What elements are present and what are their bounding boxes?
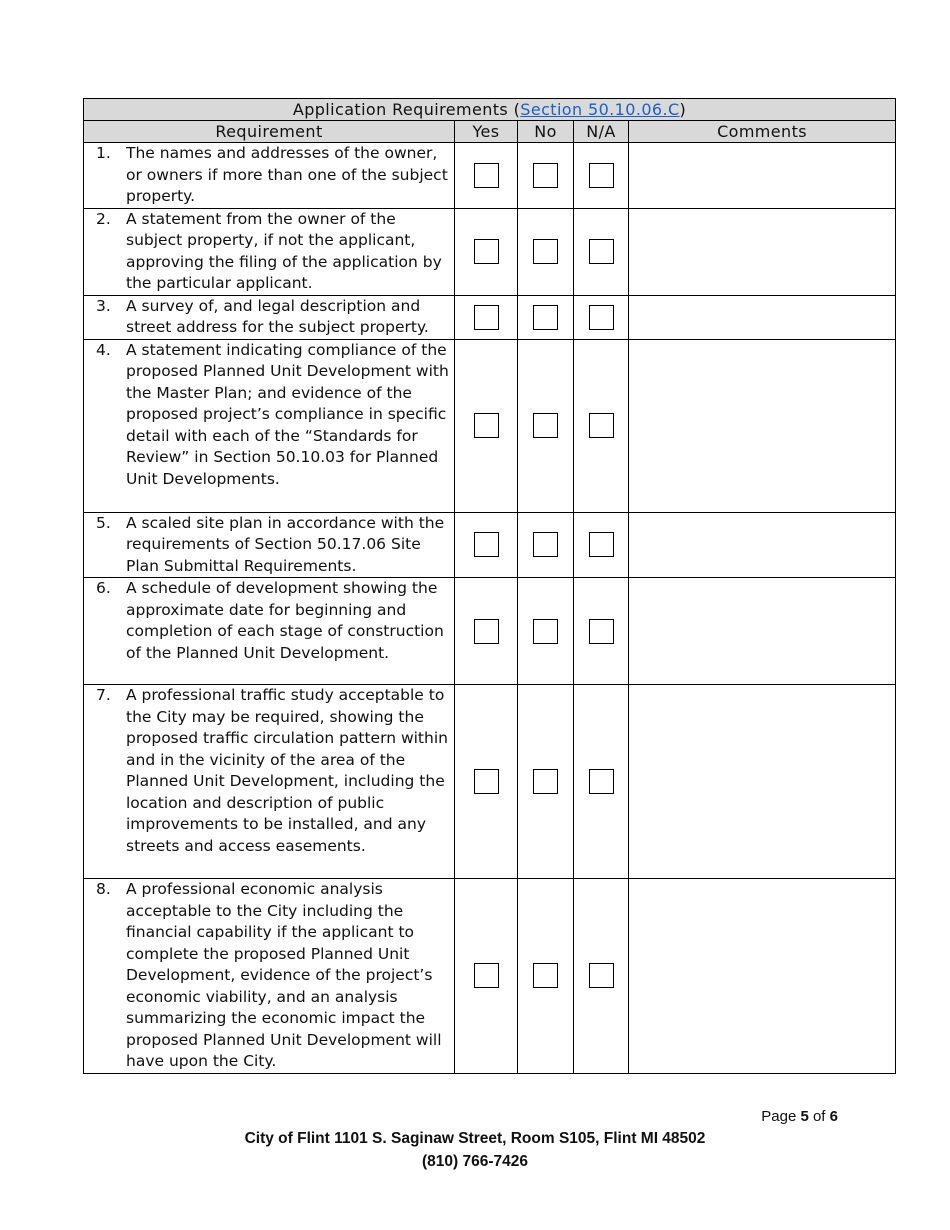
yes-cell (455, 879, 518, 1074)
yes-cell (455, 143, 518, 209)
table-row (84, 295, 896, 339)
table-title: Application Requirements (Section 50.10.06.C) (84, 99, 896, 121)
table-row (84, 685, 896, 879)
column-header-yes: Yes (455, 121, 518, 143)
no-cell (518, 208, 574, 295)
comments-cell[interactable] (629, 512, 896, 578)
application-requirements-table (83, 98, 896, 1074)
requirement-number: 7. (96, 686, 111, 704)
column-header-comments: Comments (629, 121, 896, 143)
requirement-cell (84, 685, 455, 879)
requirement-number: 1. (96, 144, 111, 162)
yes-cell (455, 512, 518, 578)
no-checkbox[interactable] (533, 619, 558, 644)
column-header-requirement: Requirement (84, 121, 455, 143)
table-row (84, 208, 896, 295)
requirement-cell (84, 879, 455, 1074)
yes-checkbox[interactable] (474, 239, 499, 264)
requirement-cell (84, 512, 455, 578)
comments-cell[interactable] (629, 879, 896, 1074)
na-cell (574, 578, 629, 685)
requirement-text: A schedule of development showing the approximate date for beginning and completion of each stage of construction of the Planned Unit Development. (126, 579, 444, 662)
na-cell (574, 143, 629, 209)
requirement-text: A professional traffic study acceptable to the City may be required, showing the proposed traffic circulation pattern within and in the vicinity of the area of the Planned Unit Development, including the location and description of public improvements to be installed, and any streets and access easements. (126, 686, 448, 855)
comments-cell[interactable] (629, 143, 896, 209)
requirement-number: 2. (96, 209, 111, 228)
comments-cell[interactable] (629, 685, 896, 879)
yes-checkbox[interactable] (474, 532, 499, 557)
na-cell (574, 685, 629, 879)
comments-cell[interactable] (629, 578, 896, 685)
requirement-cell (84, 143, 455, 209)
no-checkbox[interactable] (533, 413, 558, 438)
no-cell (518, 578, 574, 685)
no-checkbox[interactable] (533, 963, 558, 988)
table-row (84, 143, 896, 209)
requirement-text: A statement indicating compliance of the proposed Planned Unit Development with the Master Plan; and evidence of the proposed project’s compliance in specific detail with each of the “Standards for Review” in Section 50.10.03 for Planned Unit Developments. (126, 340, 449, 488)
requirement-number: 4. (96, 340, 111, 359)
no-cell (518, 512, 574, 578)
comments-cell[interactable] (629, 295, 896, 339)
yes-cell (455, 295, 518, 339)
na-checkbox[interactable] (589, 532, 614, 557)
no-cell (518, 295, 574, 339)
comments-cell[interactable] (629, 208, 896, 295)
table-row (84, 339, 896, 512)
na-checkbox[interactable] (589, 963, 614, 988)
na-checkbox[interactable] (589, 769, 614, 794)
requirement-number: 8. (96, 880, 111, 898)
na-cell (574, 208, 629, 295)
no-cell (518, 143, 574, 209)
no-cell (518, 879, 574, 1074)
table-row (84, 578, 896, 685)
footer-phone: (810) 766-7426 (422, 1153, 528, 1170)
no-checkbox[interactable] (533, 163, 558, 188)
requirement-text: A professional economic analysis acceptable to the City including the financial capability if the applicant to complete the proposed Planned Unit Development, evidence of the project’s economic viability, and an analysis summarizing the economic impact the proposed Planned Unit Development will have upon the City. (126, 880, 442, 1070)
no-checkbox[interactable] (533, 305, 558, 330)
footer-address: City of Flint 1101 S. Saginaw Street, Room S105, Flint MI 48502 (244, 1130, 706, 1147)
requirement-number: 5. (96, 513, 111, 532)
na-cell (574, 879, 629, 1074)
yes-cell (455, 208, 518, 295)
requirement-text: The names and addresses of the owner, or owners if more than one of the subject property. (126, 144, 448, 205)
table-row (84, 512, 896, 578)
no-cell (518, 685, 574, 879)
no-checkbox[interactable] (533, 532, 558, 557)
no-checkbox[interactable] (533, 769, 558, 794)
na-checkbox[interactable] (589, 413, 614, 438)
na-checkbox[interactable] (589, 305, 614, 330)
na-checkbox[interactable] (589, 239, 614, 264)
requirement-number: 3. (96, 296, 111, 315)
yes-checkbox[interactable] (474, 963, 499, 988)
na-checkbox[interactable] (589, 163, 614, 188)
column-header-no: No (518, 121, 574, 143)
page-number: Page 5 of 6 (761, 1108, 838, 1125)
requirement-cell (84, 208, 455, 295)
section-link[interactable]: Section 50.10.06.C (520, 100, 680, 119)
no-cell (518, 339, 574, 512)
yes-checkbox[interactable] (474, 769, 499, 794)
requirement-cell (84, 339, 455, 512)
requirement-text: A survey of, and legal description and street address for the subject property. (126, 296, 429, 336)
column-header-na: N/A (574, 121, 629, 143)
yes-checkbox[interactable] (474, 305, 499, 330)
requirement-text: A statement from the owner of the subject property, if not the applicant, approving the filing of the application by the particular applicant. (126, 209, 442, 292)
requirement-text: A scaled site plan in accordance with the requirements of Section 50.17.06 Site Plan Submittal Requirements. (126, 513, 445, 575)
yes-cell (455, 685, 518, 879)
yes-checkbox[interactable] (474, 413, 499, 438)
requirement-cell (84, 578, 455, 685)
na-checkbox[interactable] (589, 619, 614, 644)
na-cell (574, 339, 629, 512)
requirement-cell (84, 295, 455, 339)
yes-cell (455, 578, 518, 685)
na-cell (574, 512, 629, 578)
yes-checkbox[interactable] (474, 619, 499, 644)
table-row (84, 879, 896, 1074)
no-checkbox[interactable] (533, 239, 558, 264)
comments-cell[interactable] (629, 339, 896, 512)
yes-checkbox[interactable] (474, 163, 499, 188)
na-cell (574, 295, 629, 339)
yes-cell (455, 339, 518, 512)
requirement-number: 6. (96, 579, 111, 597)
